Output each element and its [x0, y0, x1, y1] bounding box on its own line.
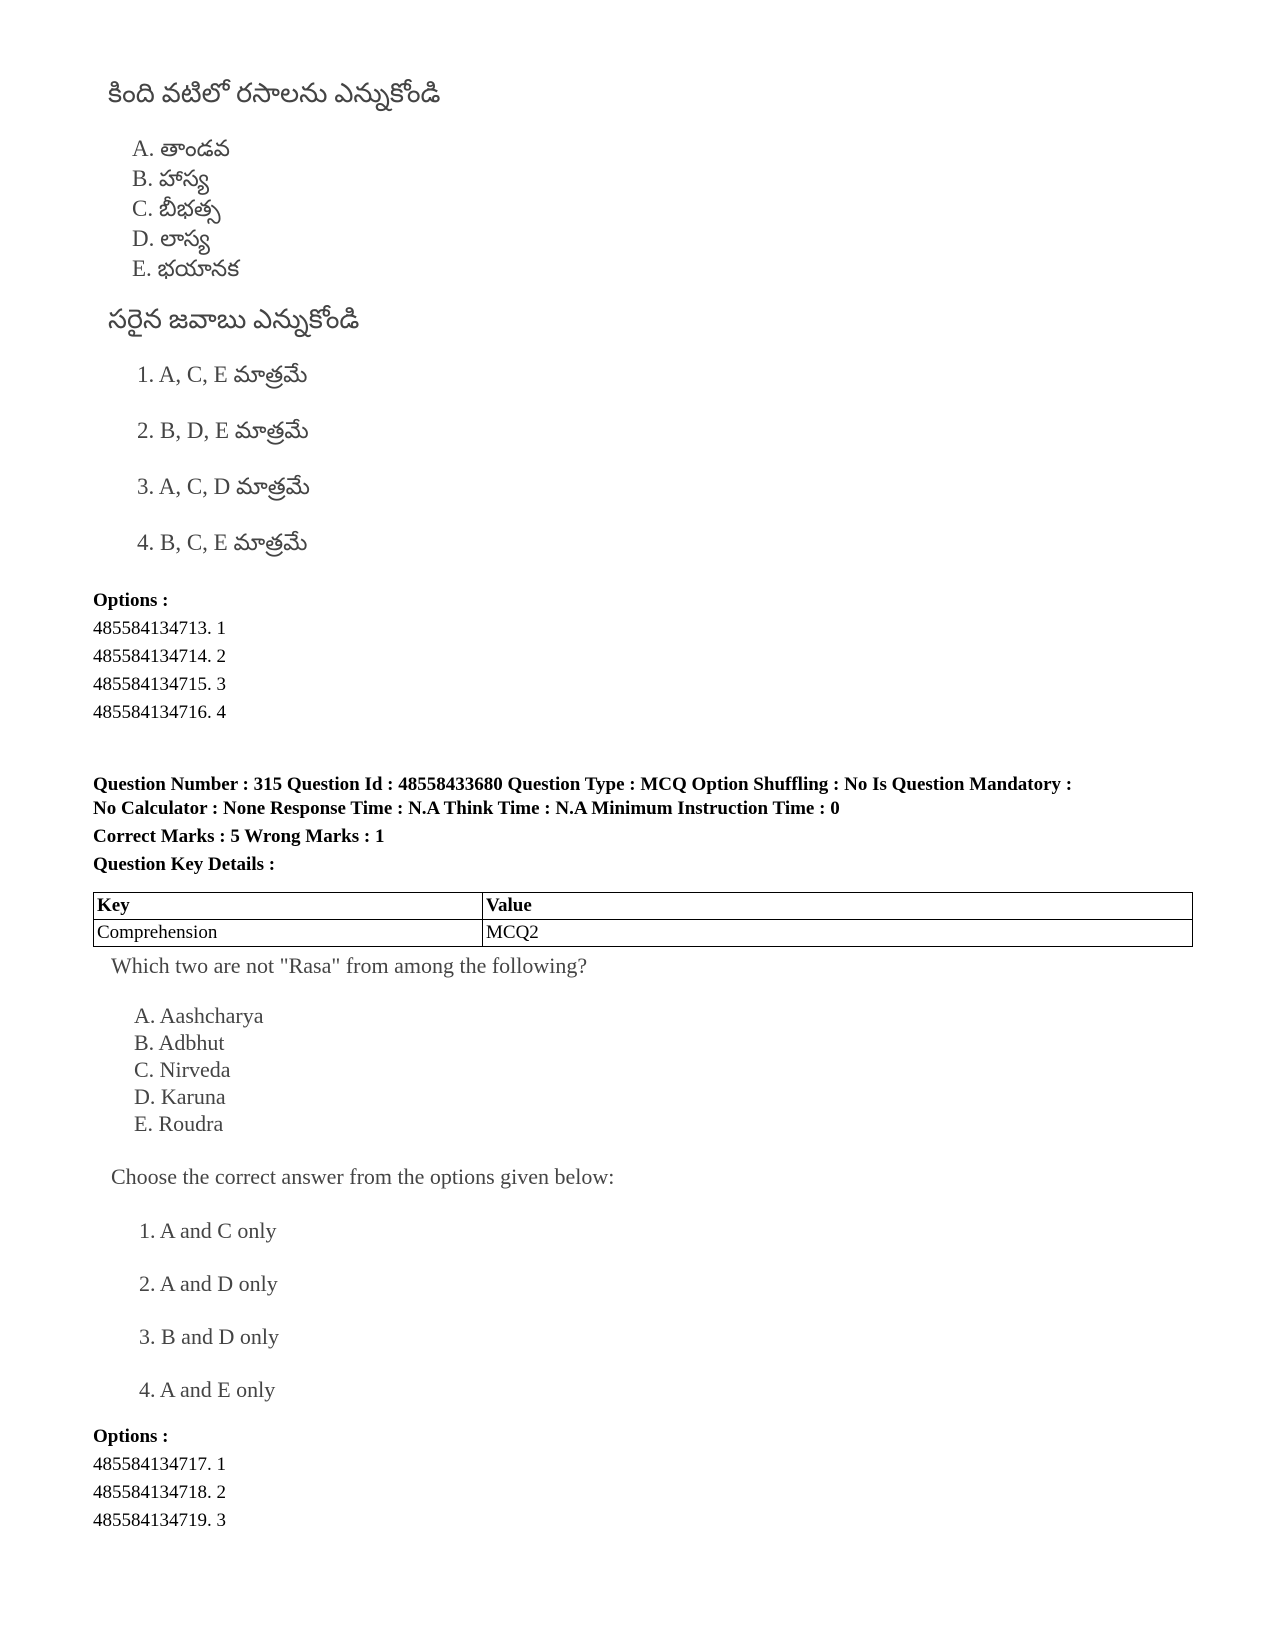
telugu-answer-1: 1. A, C, E మాత్రమే — [137, 362, 308, 387]
table-cell-value: MCQ2 — [483, 920, 1193, 947]
table-cell-key: Comprehension — [94, 920, 483, 947]
english-item-d: D. Karuna — [134, 1084, 226, 1109]
table-header-row — [94, 893, 1193, 920]
english-answer-1: 1. A and C only — [139, 1218, 277, 1243]
options-heading: Options : — [93, 590, 169, 611]
telugu-question: కింది వటిలో రసాలను ఎన్నుకోండి — [108, 78, 441, 108]
english-prompt: Choose the correct answer from the options given below: — [111, 1164, 615, 1189]
telugu-item-c: C. బీభత్స — [132, 196, 221, 221]
option-item: 485584134713. 1 — [93, 618, 226, 639]
english-item-c: C. Nirveda — [134, 1057, 231, 1082]
table-header-key: Key — [94, 893, 483, 920]
option-item: 485584134717. 1 — [93, 1454, 226, 1475]
option-item: 485584134714. 2 — [93, 646, 226, 667]
option-item: 485584134715. 3 — [93, 674, 226, 695]
telugu-item-b: B. హాస్య — [132, 166, 210, 191]
english-item-e: E. Roudra — [134, 1111, 224, 1136]
english-question: Which two are not "Rasa" from among the following? — [111, 953, 588, 978]
table-row — [94, 920, 1193, 947]
key-details-table — [93, 892, 1193, 947]
question-key-details-heading: Question Key Details : — [93, 854, 276, 875]
options-heading: Options : — [93, 1426, 169, 1447]
telugu-item-a: A. తాండవ — [132, 136, 231, 161]
english-answer-3: 3. B and D only — [139, 1324, 279, 1349]
telugu-answer-2: 2. B, D, E మాత్రమే — [137, 418, 309, 443]
question-meta-line-2: No Calculator : None Response Time : N.A Think Time : N.A Minimum Instruction Time : 0 — [93, 798, 840, 819]
telugu-item-d: D. లాస్య — [132, 226, 210, 251]
english-answer-2: 2. A and D only — [139, 1271, 278, 1296]
question-marks: Correct Marks : 5 Wrong Marks : 1 — [93, 826, 385, 847]
table-header-value: Value — [483, 893, 1193, 920]
telugu-prompt: సరైన జవాబు ఎన్నుకోండి — [108, 304, 360, 334]
question-meta-line-1: Question Number : 315 Question Id : 48558433680 Question Type : MCQ Option Shuffling : No Is Question Mandatory : — [93, 774, 1073, 795]
option-item: 485584134719. 3 — [93, 1510, 226, 1531]
option-item: 485584134716. 4 — [93, 702, 226, 723]
telugu-item-e: E. భయానక — [132, 256, 240, 281]
english-item-a: A. Aashcharya — [134, 1003, 264, 1028]
telugu-answer-3: 3. A, C, D మాత్రమే — [137, 474, 310, 499]
english-answer-4: 4. A and E only — [139, 1377, 276, 1402]
option-item: 485584134718. 2 — [93, 1482, 226, 1503]
telugu-answer-4: 4. B, C, E మాత్రమే — [137, 530, 308, 555]
english-item-b: B. Adbhut — [134, 1030, 225, 1055]
